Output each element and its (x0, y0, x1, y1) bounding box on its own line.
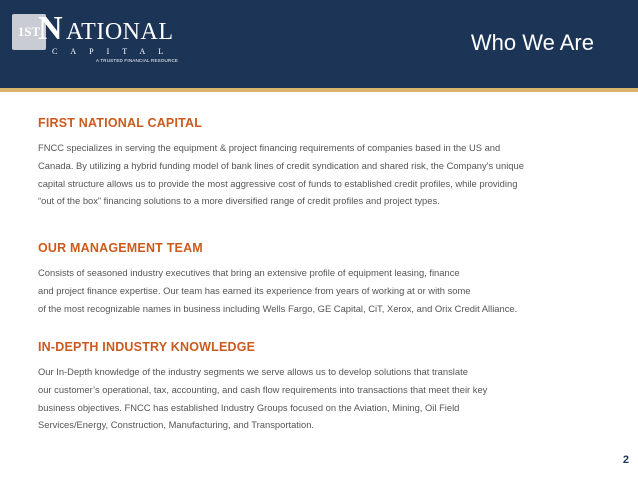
body-line: business objectives. FNCC has established Industry Groups focused on the Aviation, Mining, Oil Field (38, 401, 460, 413)
section-heading: IN-DEPTH INDUSTRY KNOWLEDGE (38, 340, 256, 354)
header-accent-rule (0, 88, 638, 92)
section-heading: FIRST NATIONAL CAPITAL (38, 116, 203, 130)
body-line: Our In-Depth knowledge of the industry segments we serve allows us to develop solutions that translate (38, 366, 468, 377)
section-management-team (38, 241, 598, 317)
body-line: FNCC specializes in serving the equipment & project financing requirements of companies based in the US and (38, 142, 501, 153)
logo-capital: CAPITAL (52, 47, 177, 56)
logo-initial: N (38, 10, 63, 47)
company-logo (12, 10, 179, 63)
slide-header (0, 0, 638, 88)
section-industry-knowledge (38, 340, 598, 434)
body-line: our customer’s operational, tax, accounting, and cash flow requirements into transactions that meet their key (38, 383, 488, 395)
slide-title: Who We Are (470, 30, 594, 55)
section-body (38, 363, 598, 434)
section-body (38, 139, 598, 210)
section-heading: OUR MANAGEMENT TEAM (38, 241, 203, 255)
page-number: 2 (622, 454, 629, 466)
logo-mark-text: 1ST (17, 24, 41, 39)
logo-wordmark: ATIONAL (66, 19, 174, 45)
body-line: capital structure allows us to provide the most aggressive cost of funds to established credit profiles, while providing (38, 177, 518, 189)
body-line: and project finance expertise. Our team has earned its experience from years of working at or with some (38, 284, 471, 296)
body-line: Canada. By utilizing a hybrid funding model of bank lines of credit syndication and shared risk, the Company's unique (38, 159, 524, 171)
body-line: Services/Energy, Construction, Manufacturing, and Transportation. (38, 419, 315, 431)
body-line: “out of the box” financing solutions to a more diversified range of credit profiles and project types. (38, 195, 440, 207)
section-body (38, 264, 598, 317)
logo-tagline: A TRUSTED FINANCIAL RESOURCE (96, 58, 179, 63)
body-line: of the most recognizable names in business including Wells Fargo, GE Capital, CiT, Xerox, and Orix Credit Alliance. (38, 302, 518, 314)
body-line: Consists of seasoned industry executives that bring an extensive profile of equipment leasing, finance (38, 267, 460, 278)
section-first-national-capital (38, 116, 598, 210)
